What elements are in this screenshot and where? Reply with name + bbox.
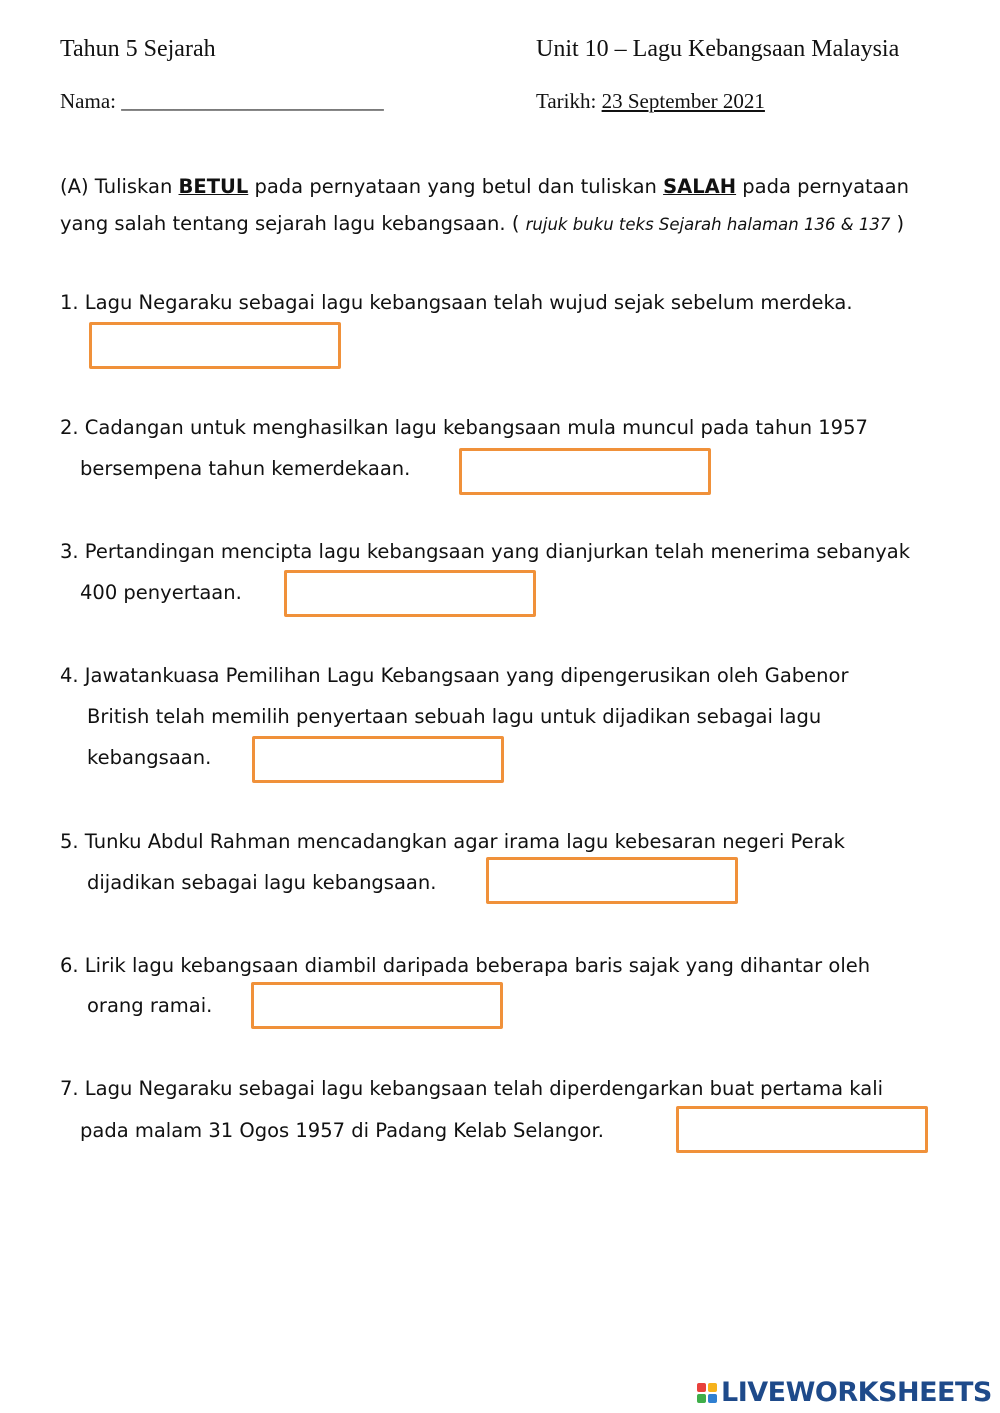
question-2-line-1: 2. Cadangan untuk menghasilkan lagu kebangsaan mula muncul pada tahun 1957 bbox=[60, 416, 868, 439]
liveworksheets-logo bbox=[697, 1377, 992, 1408]
answer-box-1[interactable] bbox=[89, 322, 341, 369]
subject-title: Tahun 5 Sejarah bbox=[60, 36, 216, 62]
question-6-line-2: orang ramai. bbox=[87, 994, 213, 1017]
question-1-line-1: 1. Lagu Negaraku sebagai lagu kebangsaan telah wujud sejak sebelum merdeka. bbox=[60, 291, 853, 314]
instr-part3: pada pernyataan yang salah tentang sejarah lagu kebangsaan. ( bbox=[60, 175, 909, 235]
question-3-line-2: 400 penyertaan. bbox=[80, 581, 242, 604]
answer-box-6[interactable] bbox=[251, 982, 503, 1029]
question-2-line-2: bersempena tahun kemerdekaan. bbox=[80, 457, 411, 480]
date-row bbox=[536, 89, 765, 114]
answer-box-3[interactable] bbox=[284, 570, 536, 617]
question-5-line-2: dijadikan sebagai lagu kebangsaan. bbox=[87, 871, 437, 894]
question-7-line-1: 7. Lagu Negaraku sebagai lagu kebangsaan telah diperdengarkan buat pertama kali bbox=[60, 1077, 884, 1100]
name-row bbox=[60, 89, 384, 114]
liveworksheets-logo-icon bbox=[697, 1383, 717, 1403]
instr-part1: (A) Tuliskan bbox=[60, 175, 179, 198]
instr-part2: pada pernyataan yang betul dan tuliskan bbox=[248, 175, 664, 198]
date-value: 23 September 2021 bbox=[601, 89, 765, 113]
question-6-line-1: 6. Lirik lagu kebangsaan diambil daripada beberapa baris sajak yang dihantar oleh bbox=[60, 954, 871, 977]
keyword-betul: BETUL bbox=[178, 175, 249, 198]
keyword-salah: SALAH bbox=[663, 175, 737, 198]
name-blank: _________________________ bbox=[121, 89, 384, 113]
question-7-line-2: pada malam 31 Ogos 1957 di Padang Kelab Selangor. bbox=[80, 1119, 604, 1142]
answer-box-7[interactable] bbox=[676, 1106, 928, 1153]
question-4-line-1: 4. Jawatankuasa Pemilihan Lagu Kebangsaan yang dipengerusikan oleh Gabenor bbox=[60, 664, 849, 687]
question-5-line-1: 5. Tunku Abdul Rahman mencadangkan agar irama lagu kebesaran negeri Perak bbox=[60, 830, 845, 853]
answer-box-5[interactable] bbox=[486, 857, 738, 904]
answer-box-4[interactable] bbox=[252, 736, 504, 783]
question-4-line-2: British telah memilih penyertaan sebuah lagu untuk dijadikan sebagai lagu bbox=[87, 705, 822, 728]
name-label: Nama: bbox=[60, 89, 116, 113]
textbook-reference: rujuk buku teks Sejarah halaman 136 & 137 bbox=[525, 215, 891, 234]
question-4-line-3: kebangsaan. bbox=[87, 746, 212, 769]
answer-box-2[interactable] bbox=[459, 448, 711, 495]
date-label: Tarikh: bbox=[536, 89, 597, 113]
question-3-line-1: 3. Pertandingan mencipta lagu kebangsaan yang dianjurkan telah menerima sebanyak bbox=[60, 540, 911, 563]
instr-part4: ) bbox=[890, 212, 905, 235]
instructions bbox=[60, 168, 960, 243]
liveworksheets-brand-text: LIVEWORKSHEETS bbox=[721, 1377, 992, 1408]
unit-title: Unit 10 – Lagu Kebangsaan Malaysia bbox=[536, 36, 900, 62]
